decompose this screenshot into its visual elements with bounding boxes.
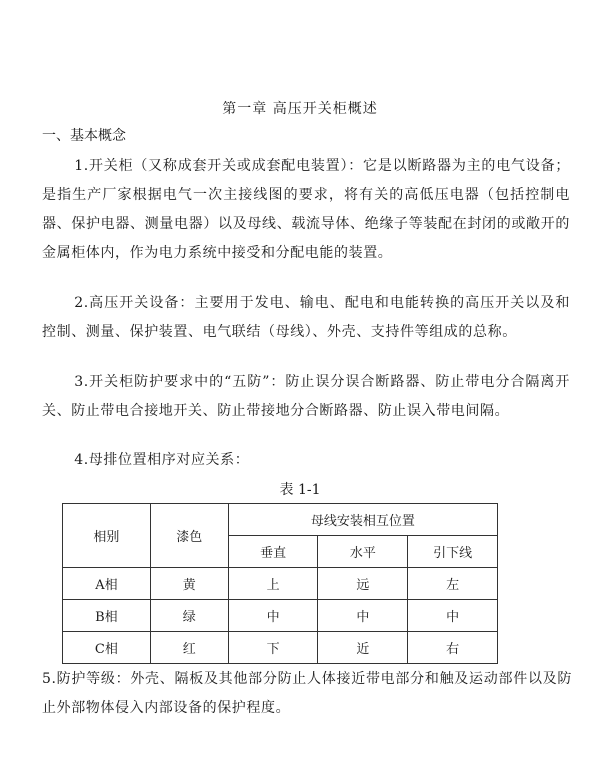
table-row <box>63 568 498 600</box>
cell-horizontal: 远 <box>318 568 408 600</box>
cell-down-lead: 中 <box>408 600 498 632</box>
section-title: 一、基本概念 <box>42 128 126 144</box>
table-caption: 表 1-1 <box>279 482 321 498</box>
table-header-row <box>63 504 498 536</box>
cell-phase: B相 <box>63 600 151 632</box>
cell-down-lead: 左 <box>408 568 498 600</box>
header-down-lead: 引下线 <box>408 536 498 568</box>
paragraph-busbar-phase: 4.母排位置相序对应关系： <box>74 452 250 468</box>
cell-down-lead: 右 <box>408 632 498 664</box>
paragraph-protection-grade: 5.防护等级：外壳、隔板及其他部分防止人体接近带电部分和触及运动部件以及防止外部物体侵入内部设备的保护程度。 <box>42 671 572 716</box>
cell-vertical: 上 <box>228 568 318 600</box>
paragraph-hv-switch-equipment: 2.高压开关设备：主要用于发电、输电、配电和电能转换的高压开关以及和控制、测量、保护装置、电气联结（母线）、外壳、支持件等组成的总称。 <box>42 295 570 340</box>
header-position-group: 母线安装相互位置 <box>228 504 497 536</box>
header-phase: 相别 <box>63 504 151 568</box>
chapter-title: 第一章 高压开关柜概述 <box>222 101 378 117</box>
cell-horizontal: 近 <box>318 632 408 664</box>
busbar-phase-table <box>62 503 498 664</box>
cell-paint: 绿 <box>150 600 228 632</box>
cell-horizontal: 中 <box>318 600 408 632</box>
cell-vertical: 下 <box>228 632 318 664</box>
cell-paint: 红 <box>150 632 228 664</box>
paragraph-switchgear-definition: 1.开关柜（又称成套开关或成套配电装置）：它是以断路器为主的电气设备；是指生产厂家根据电气一次主接线图的要求，将有关的高低压电器（包括控制电器、保护电器、测量电器）以及母线、载流导体、绝缘子等装配在封闭的或敞开的金属柜体内，作为电力系统中接受和分配电能的装置。 <box>42 158 570 261</box>
table-row <box>63 632 498 664</box>
cell-paint: 黄 <box>150 568 228 600</box>
header-horizontal: 水平 <box>318 536 408 568</box>
header-vertical: 垂直 <box>228 536 318 568</box>
paragraph-five-protections: 3.开关柜防护要求中的“五防”：防止误分误合断路器、防止带电分合隔离开关、防止带电合接地开关、防止带接地分合断路器、防止误入带电间隔。 <box>42 374 570 419</box>
header-paint: 漆色 <box>150 504 228 568</box>
cell-phase: C相 <box>63 632 151 664</box>
cell-phase: A相 <box>63 568 151 600</box>
table-row <box>63 600 498 632</box>
cell-vertical: 中 <box>228 600 318 632</box>
